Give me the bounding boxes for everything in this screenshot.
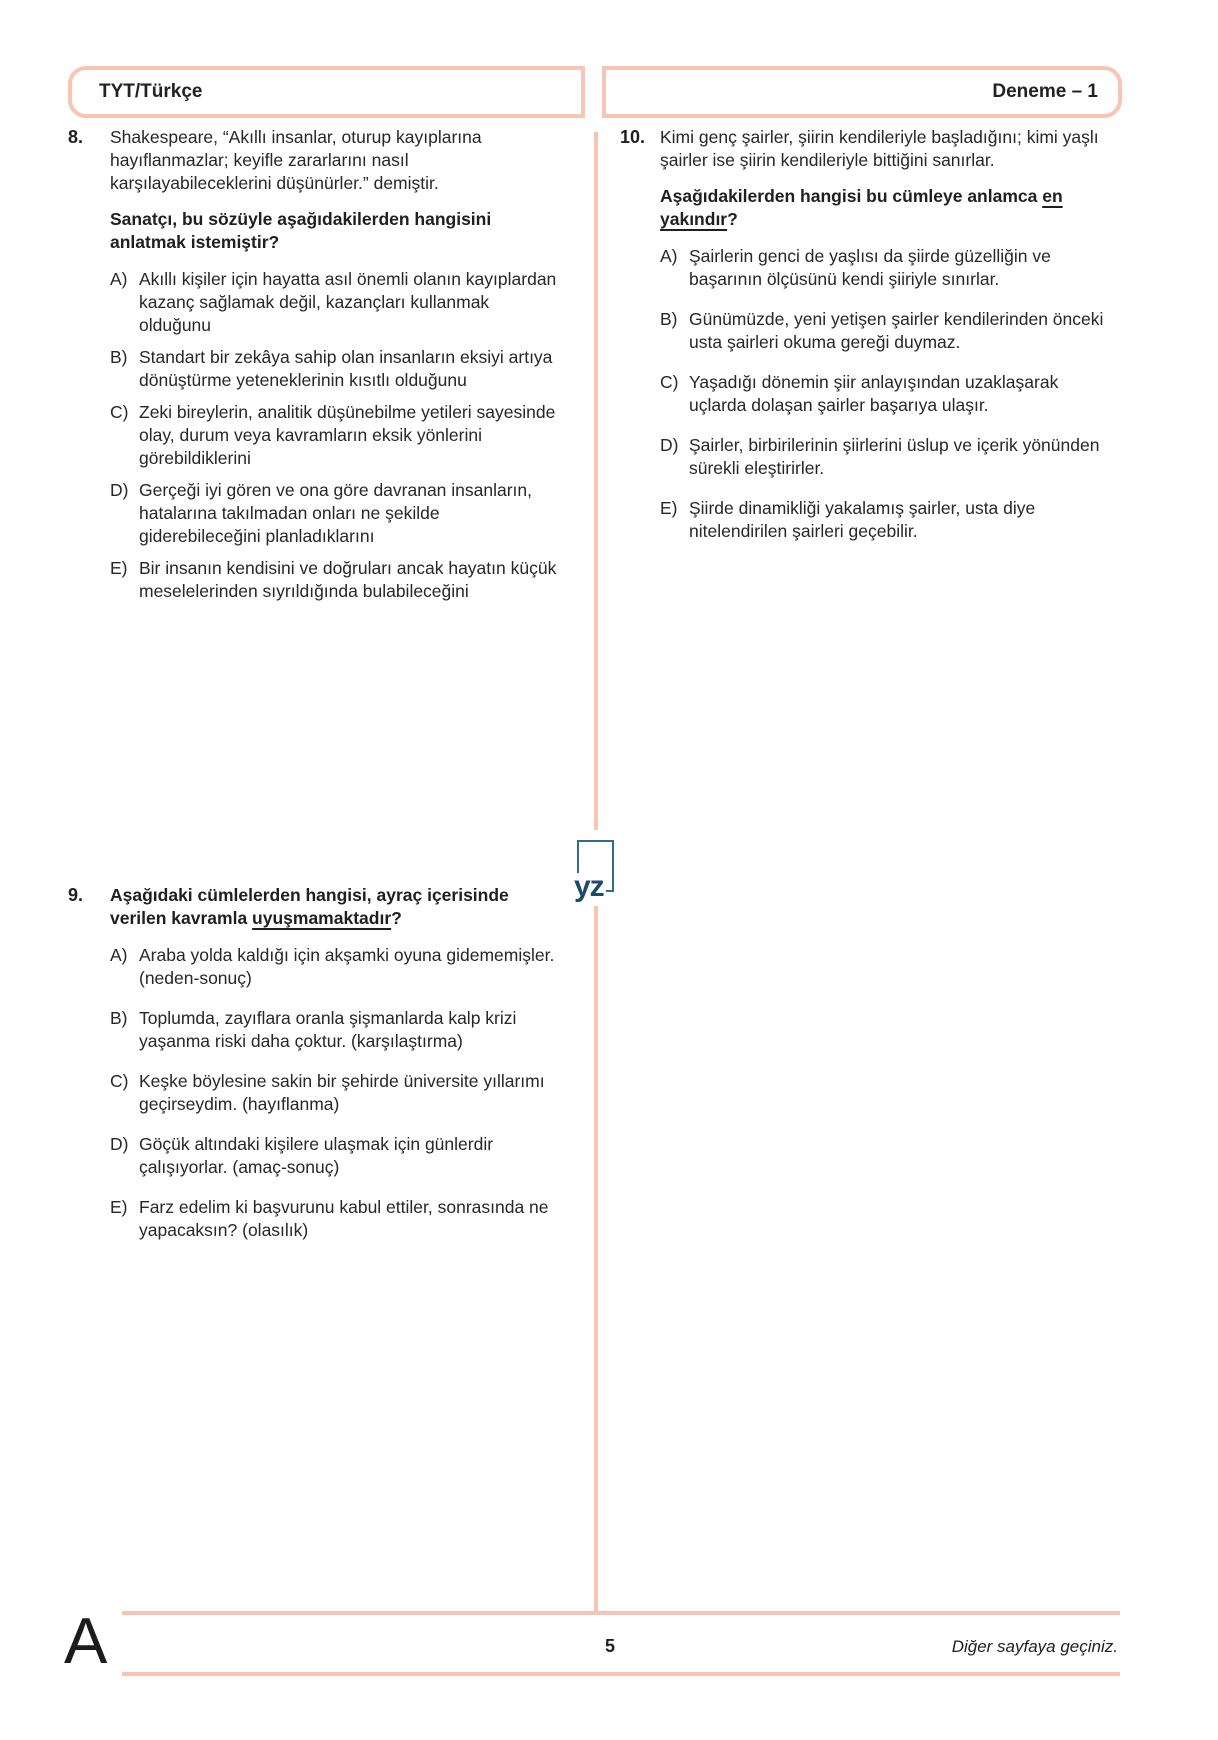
option-e (660, 497, 1112, 543)
option-b (110, 1007, 565, 1053)
question-number: 10. (620, 127, 646, 147)
exam-title: Deneme – 1 (992, 81, 1098, 102)
option-label: D) (660, 435, 679, 455)
option-d (110, 479, 565, 548)
question-number: 9. (68, 885, 84, 905)
stem-underlined-text: en yakındır (660, 186, 1063, 229)
option-label: C) (110, 402, 129, 422)
option-text: Göçük altındaki kişilere ulaşmak için günlerdir çalışıyorlar. (amaç-sonuç) (139, 1134, 494, 1177)
stem-suffix: ? (391, 908, 402, 928)
question-body (110, 126, 565, 603)
option-c (110, 401, 565, 470)
option-text: Zeki bireylerin, analitik düşünebilme yetileri sayesinde olay, durum veya kavramların eksik yönlerini görebildiklerini (139, 402, 556, 468)
publisher-logo-text: yz (574, 870, 604, 903)
question-intro: Shakespeare, “Akıllı insanlar, oturup kayıplarına hayıflanmazlar; keyifle zararlarını nasıl karşılayabileceklerini düşünürler.” demiştir. (110, 127, 482, 193)
option-text: Günümüzde, yeni yetişen şairler kendilerinden önceki usta şairleri okuma gereği duymaz. (689, 309, 1104, 352)
header-exam-box (602, 66, 1122, 118)
stem-underlined-text: uyuşmamaktadır (252, 908, 392, 928)
option-label: C) (660, 372, 679, 392)
option-label: A) (660, 246, 678, 266)
option-label: D) (110, 480, 129, 500)
option-text: Yaşadığı dönemin şiir anlayışından uzaklaşarak uçlarda dolaşan şairler başarıya ulaşır. (689, 372, 1059, 415)
subject-title: TYT/Türkçe (99, 81, 203, 102)
option-c (660, 371, 1112, 417)
stem-text: Aşağıdakilerden hangisi bu cümleye anlamca (660, 186, 1043, 206)
option-label: E) (110, 558, 128, 578)
option-label: D) (110, 1134, 129, 1154)
option-e (110, 557, 565, 603)
option-c (110, 1070, 565, 1116)
footer-rule-top (122, 1611, 1120, 1615)
options-list (110, 268, 565, 603)
question-body (660, 126, 1112, 543)
stem-suffix: ? (727, 209, 738, 229)
option-text: Akıllı kişiler için hayatta asıl önemli olanın kayıplardan kazanç sağlamak değil, kazançları kullanmak olduğunu (139, 269, 557, 335)
options-list (110, 944, 565, 1242)
question-stem (110, 884, 565, 930)
question-8 (68, 126, 565, 603)
next-page-instruction: Diğer sayfaya geçiniz. (951, 1637, 1118, 1656)
question-intro: Kimi genç şairler, şiirin kendileriyle başladığını; kimi yaşlı şairler ise şiirin kendileriyle bittiğini sanırlar. (660, 127, 1099, 170)
option-a (110, 268, 565, 337)
option-b (660, 308, 1112, 354)
option-a (110, 944, 565, 990)
question-body (110, 884, 565, 1242)
column-divider-top (594, 132, 598, 830)
option-text: Keşke böylesine sakin bir şehirde üniversite yıllarımı geçirseydim. (hayıflanma) (139, 1071, 545, 1114)
option-text: Gerçeği iyi gören ve ona göre davranan insanların, hatalarına takılmadan onları ne şekilde giderebileceğini planladıklarını (139, 480, 533, 546)
column-divider-bottom (594, 906, 598, 1611)
option-text: Toplumda, zayıflara oranla şişmanlarda kalp krizi yaşanma riski daha çoktur. (karşılaştırma) (139, 1008, 517, 1051)
option-label: C) (110, 1071, 129, 1091)
option-d (110, 1133, 565, 1179)
option-text: Araba yolda kaldığı için akşamki oyuna gidememişler. (neden-sonuç) (139, 945, 555, 988)
stem-suffix: ? (268, 232, 280, 252)
option-e (110, 1196, 565, 1242)
option-label: B) (110, 1008, 128, 1028)
question-10 (620, 126, 1112, 543)
option-b (110, 346, 565, 392)
question-number: 8. (68, 127, 84, 147)
option-d (660, 434, 1112, 480)
stem-text: Sanatçı, bu sözüyle aşağıdakilerden hangisini anlatmak istemiştir (110, 209, 492, 252)
option-label: B) (110, 347, 128, 367)
option-text: Şairlerin genci de yaşlısı da şiirde güzelliğin ve başarının ölçüsünü kendi şiiriyle sınırlar. (689, 246, 1051, 289)
header-subject-box (68, 66, 585, 118)
footer-rule-bottom (122, 1672, 1120, 1676)
option-label: E) (660, 498, 678, 518)
option-label: A) (110, 269, 128, 289)
options-list (660, 245, 1112, 543)
option-text: Farz edelim ki başvurunu kabul ettiler, sonrasında ne yapacaksın? (olasılık) (139, 1197, 549, 1240)
option-text: Şairler, birbirilerinin şiirlerini üslup ve içerik yönünden sürekli eleştirirler. (689, 435, 1100, 478)
option-label: E) (110, 1197, 128, 1217)
page-number: 5 (604, 1636, 615, 1656)
publisher-logo (574, 840, 614, 903)
option-a (660, 245, 1112, 291)
question-stem (110, 208, 565, 254)
stem-text: Aşağıdaki cümlelerden hangisi, ayraç içerisinde verilen kavramla (110, 885, 509, 928)
booklet-letter: A (64, 1604, 108, 1677)
option-text: Bir insanın kendisini ve doğruları ancak hayatın küçük meselelerinden sıyrıldığında bulabileceğini (139, 558, 557, 601)
option-text: Standart bir zekâya sahip olan insanların eksiyi artıya dönüştürme yeteneklerinin kısıtlı olduğunu (139, 347, 553, 390)
option-text: Şiirde dinamikliği yakalamış şairler, usta diye nitelendirilen şairleri geçebilir. (689, 498, 1036, 541)
option-label: A) (110, 945, 128, 965)
question-stem (660, 185, 1112, 231)
question-9 (68, 884, 565, 1242)
option-label: B) (660, 309, 678, 329)
